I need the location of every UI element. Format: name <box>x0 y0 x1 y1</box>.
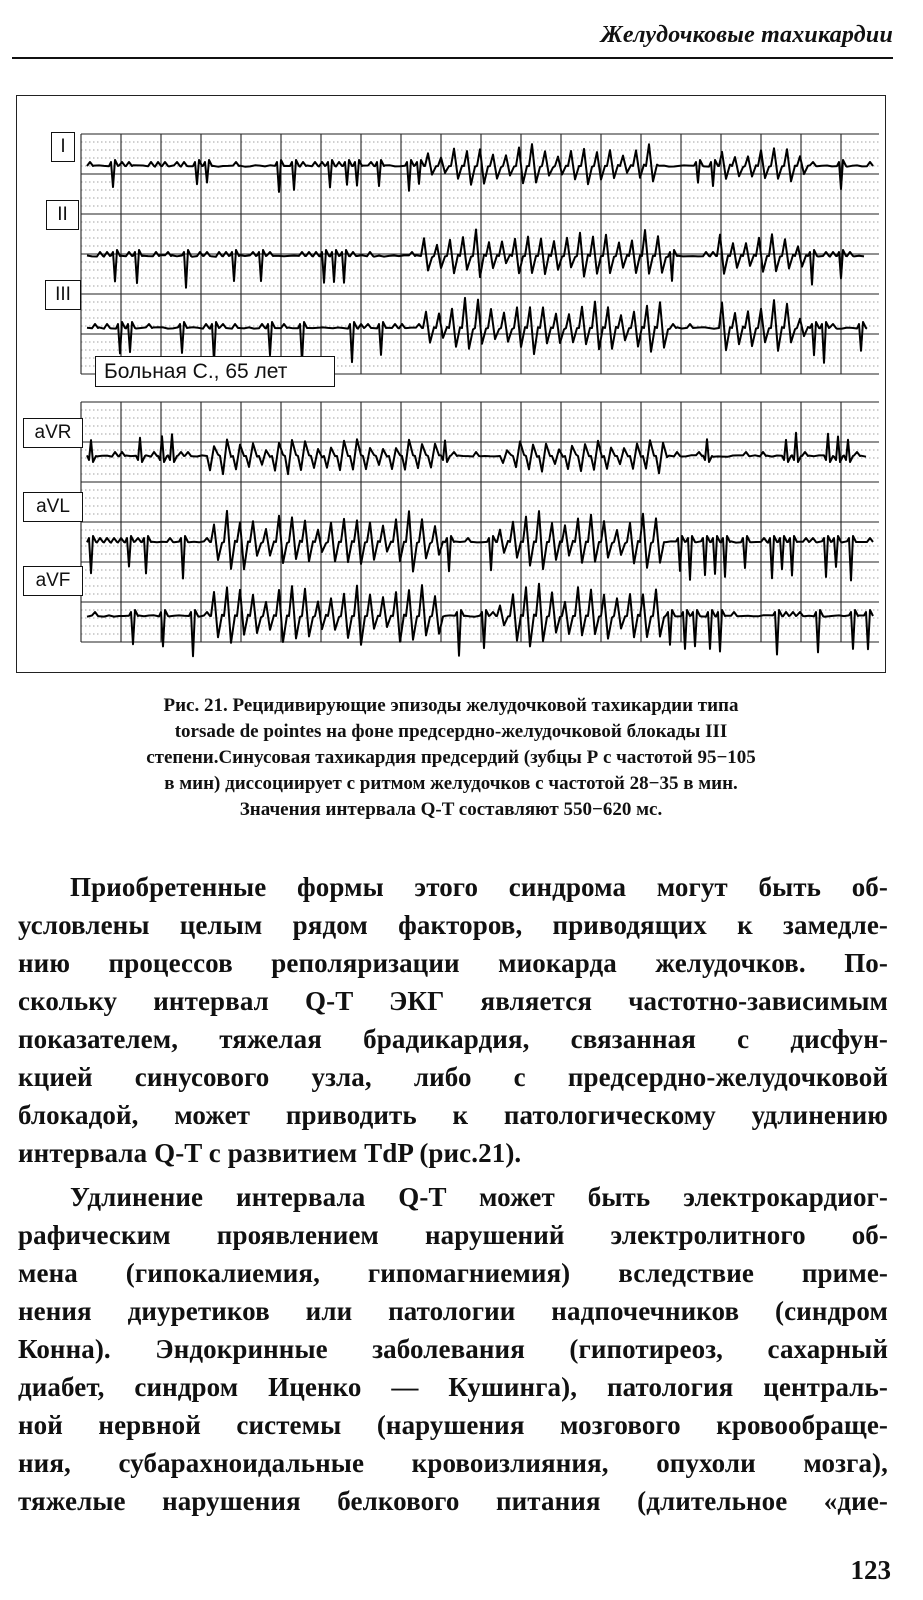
text-line: показателем, тяжелая брадикардия, связанная с дисфун- <box>18 1024 888 1054</box>
text-line: интервала Q-T с развитием TdP (рис.21). <box>18 1138 522 1168</box>
trace-lead-II <box>87 230 864 288</box>
caption-line: torsade de pointes на фоне предсердно-желудочковой блокады III <box>174 721 728 742</box>
paragraph-1 <box>18 868 888 1172</box>
text-line: тяжелые нарушения белкового питания (длительное «дие- <box>18 1486 888 1516</box>
text-line: диабет, синдром Иценко — Кушинга), патология централь- <box>18 1372 888 1402</box>
text-line: ния, субарахноидальные кровоизлияния, опухоли мозга), <box>18 1448 888 1478</box>
text-line: Конна). Эндокринные заболевания (гипотиреоз, сахарный <box>18 1334 888 1364</box>
text-line: условлены целым рядом факторов, приводящих к замедле- <box>18 910 888 940</box>
lead-label-III: III <box>45 280 81 310</box>
lead-label-I: I <box>51 132 75 162</box>
trace-lead-aVF <box>87 584 873 656</box>
ecg-grid-lower-major <box>81 402 879 642</box>
header-rule <box>12 57 893 59</box>
caption-line: степени.Синусовая тахикардия предсердий (зубцы Р с частотой 95−105 <box>146 747 756 768</box>
lead-label-aVR: aVR <box>23 418 83 448</box>
running-head: Желудочковые тахикардии <box>600 22 893 48</box>
trace-lead-III <box>87 298 867 363</box>
text-line: Приобретенные формы этого синдрома могут быть об- <box>70 872 888 902</box>
text-line: нения диуретиков или патологии надпочечников (синдром <box>18 1296 888 1326</box>
text-line: нию процессов реполяризации миокарда желудочков. По- <box>18 948 888 978</box>
patient-label: Больная С., 65 лет <box>95 356 335 387</box>
caption-figure-label: Рис. 21. <box>163 695 228 716</box>
caption-line: Значения интервала Q-T составляют 550−620 мс. <box>239 799 663 820</box>
text-line: блокадой, может приводить к патологическому удлинению <box>18 1100 888 1130</box>
ecg-figure <box>16 95 886 673</box>
page-number: 123 <box>850 1555 891 1585</box>
caption-line <box>18 693 884 719</box>
body-text <box>18 868 888 1520</box>
text-line: скольку интервал Q-T ЭКГ является частотно-зависимым <box>18 986 888 1016</box>
trace-lead-aVR <box>87 433 866 474</box>
text-line: Удлинение интервала Q-T может быть электрокардиог- <box>70 1182 888 1212</box>
trace-lead-aVL <box>87 511 873 581</box>
text-line: мена (гипокалиемия, гипомагниемия) вследствие приме- <box>18 1258 888 1288</box>
text-line: ной нервной системы (нарушения мозгового кровообраще- <box>18 1410 888 1440</box>
figure-caption <box>18 693 884 823</box>
paragraph-2 <box>18 1178 888 1520</box>
lead-label-aVF: aVF <box>23 566 83 596</box>
text-line: рафическим проявлением нарушений электролитного об- <box>18 1220 888 1250</box>
text-line: кцией синусового узла, либо с предсердно-желудочковой <box>18 1062 888 1092</box>
lead-label-aVL: aVL <box>23 492 83 522</box>
lead-label-II: II <box>46 200 79 230</box>
caption-line: в мин) диссоциирует с ритмом желудочков с частотой 28−35 в мин. <box>164 773 738 794</box>
caption-text: Рецидивирующие эпизоды желудочковой тахикардии типа <box>232 695 739 716</box>
trace-lead-I <box>87 144 873 192</box>
